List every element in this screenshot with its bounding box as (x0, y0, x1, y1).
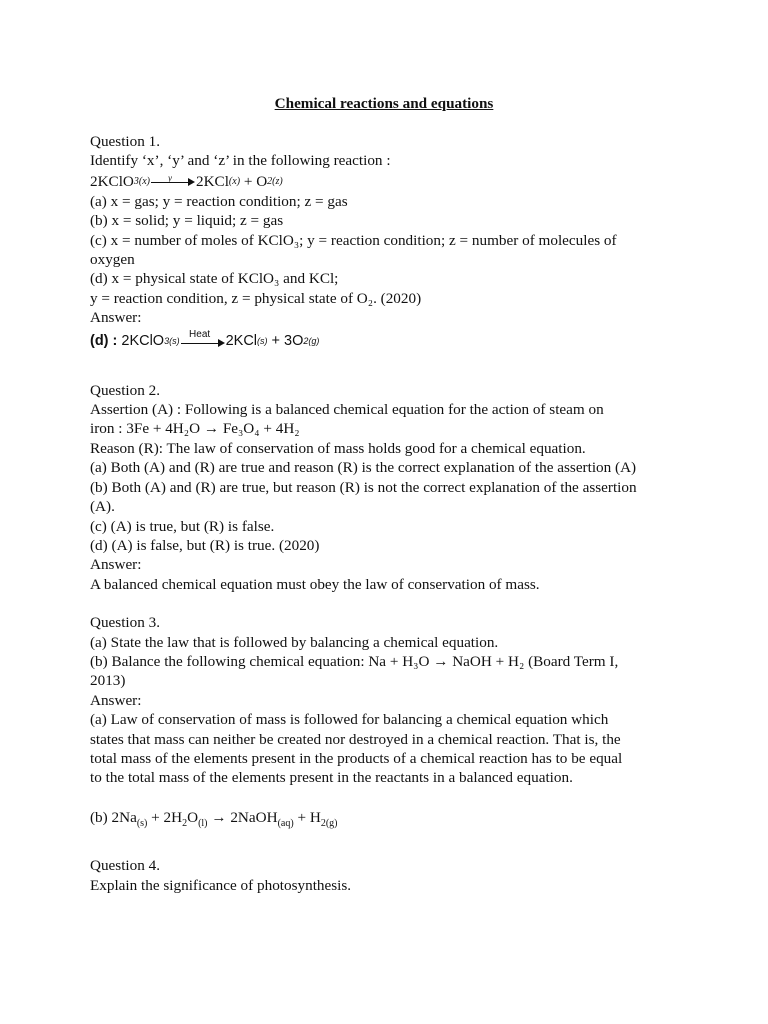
option-d-continued: y = reaction condition, z = physical state of O₂. (2020) (90, 289, 422, 307)
reaction-arrow (181, 328, 225, 349)
answer-label: Answer: (90, 556, 142, 574)
reaction-arrow (151, 173, 195, 189)
option-c: (c) (A) is true, but (R) is false. (90, 517, 275, 535)
option-b: (b) Both (A) and (R) are true, but reason (R) is not the correct explanation of the assertion (90, 478, 637, 496)
answer-label: Answer: (90, 309, 142, 327)
answer-b-equation: (b) $2Na_{(s)} + 2H_2O_{(l)}$ → 2NaOH$_{(aq)}$ + $H_{2(g)}$ (90, 808, 338, 829)
document-page (90, 95, 690, 914)
option-b-continued: (A). (90, 498, 115, 516)
question-prompt: Identify ‘x’, ‘y’ and ‘z’ in the following reaction : (90, 152, 391, 170)
arrow-label: y (168, 173, 172, 184)
option-d: (d) x = physical state of KClO₃ and KCl; (90, 270, 339, 288)
option-c: (c) x = number of moles of KClO₃; y = reaction condition; z = number of molecules of (90, 231, 617, 249)
question-4 (90, 856, 690, 895)
part-b-continued: 2013) (90, 672, 126, 690)
option-c-continued: oxygen (90, 251, 135, 269)
answer-equation: (d) : 2KClO 3(s) Heat 2KCl (s) + 3O 2(g) (90, 330, 690, 352)
assertion: Assertion (A) : Following is a balanced chemical equation for the action of steam on (90, 401, 604, 419)
option-b: (b) x = solid; y = liquid; z = gas (90, 212, 284, 230)
reason: Reason (R): The law of conservation of mass holds good for a chemical equation. (90, 439, 586, 457)
answer-label: Answer: (90, 691, 142, 709)
answer-text: A balanced chemical equation must obey the law of conservation of mass. (90, 575, 540, 593)
question-prompt: Explain the significance of photosynthesis. (90, 876, 352, 894)
option-a: (a) Both (A) and (R) are true and reason (R) is the correct explanation of the assertion (A) (90, 459, 637, 477)
question-heading: Question 3. (90, 614, 161, 632)
question-1 (90, 132, 690, 352)
reaction-equation: 2KClO 3(x) y 2KCl (x) + O 2(z) (90, 171, 690, 192)
question-3 (90, 613, 690, 833)
part-a: (a) State the law that is followed by balancing a chemical equation. (90, 633, 499, 651)
document-title: Chemical reactions and equations (274, 95, 494, 112)
arrow-label: Heat (189, 328, 211, 340)
question-heading: Question 1. (90, 133, 161, 150)
answer-a-line-1: (a) Law of conservation of mass is followed for balancing a chemical equation which (90, 711, 609, 729)
question-heading: Question 2. (90, 381, 161, 399)
option-d: (d) (A) is false, but (R) is true. (2020) (90, 536, 320, 554)
part-b: (b) Balance the following chemical equation: Na + H₃O → NaOH + H₂ (Board Term I, (90, 652, 619, 670)
assertion-continued: iron : 3Fe + 4H₂O → Fe₃O₄ + 4H₂ (90, 420, 300, 438)
answer-a-line-4: to the total mass of the elements present in the reactants in a balanced equation. (90, 769, 573, 787)
question-2 (90, 381, 690, 594)
answer-a-line-2: states that mass can neither be created nor destroyed in a chemical reaction. That is, the (90, 730, 621, 748)
option-a: (a) x = gas; y = reaction condition; z = gas (90, 192, 348, 210)
answer-a-line-3: total mass of the elements present in the products of a chemical reaction has to be equal (90, 749, 623, 767)
question-heading: Question 4. (90, 857, 161, 875)
